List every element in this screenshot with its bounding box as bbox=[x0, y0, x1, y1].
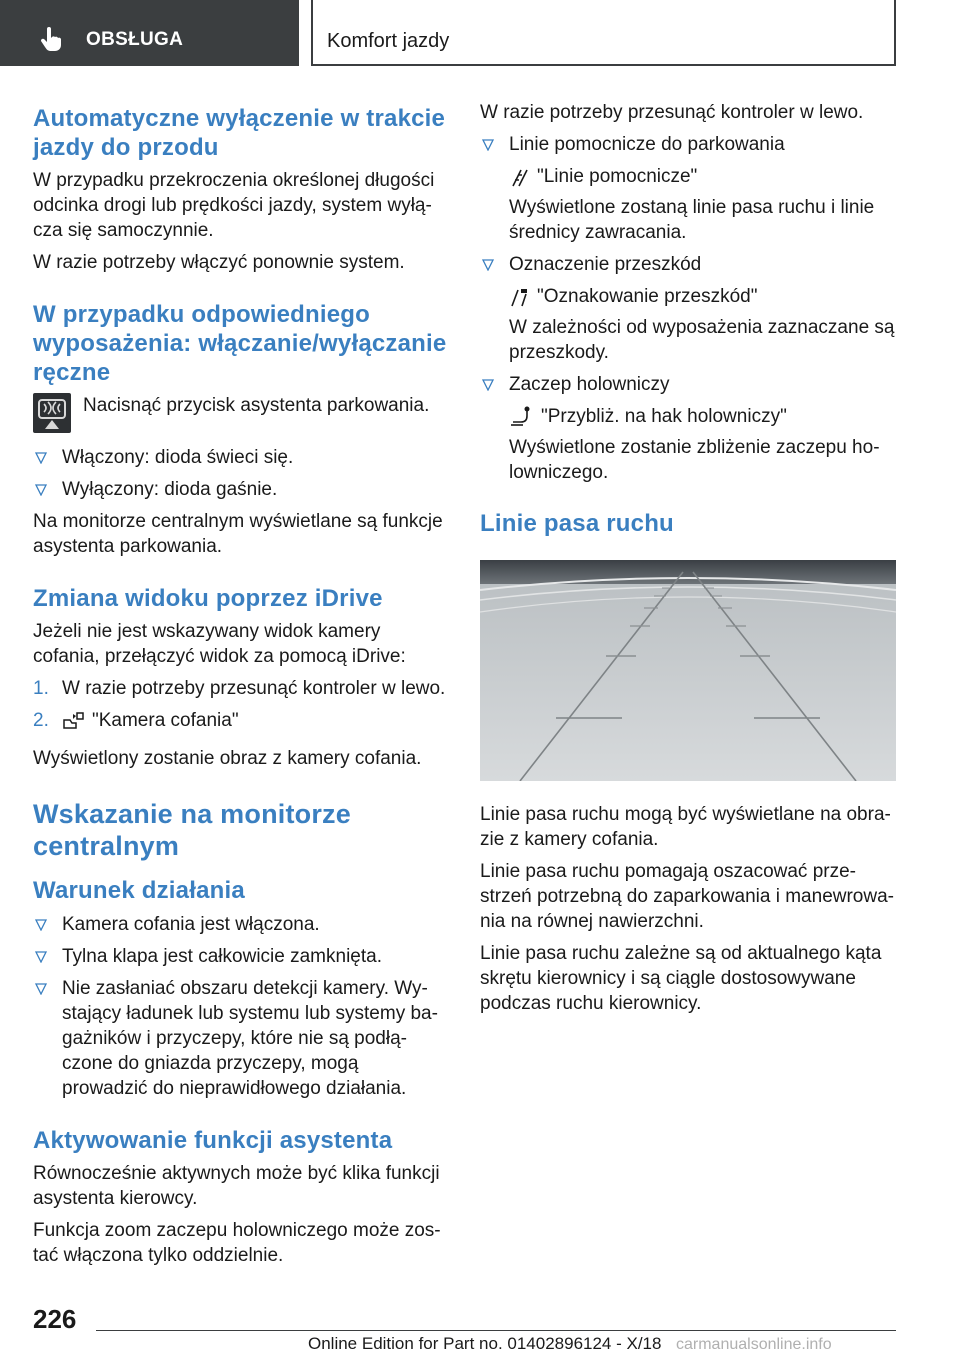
paragraph: Równocześnie aktywnych może być klika funkcji asystenta kierowcy. bbox=[33, 1162, 440, 1209]
step-text: "Kamera cofania" bbox=[92, 710, 239, 731]
rear-camera-icon bbox=[62, 710, 86, 732]
paragraph: W zależności od wyposażenia zaznaczane są przeszkody. bbox=[509, 317, 895, 363]
heading-change-view: Zmiana widoku poprzez iDrive bbox=[33, 585, 383, 612]
triangle-bullet-icon bbox=[482, 259, 494, 271]
heading-display: Wskazanie na monitorze centralnym bbox=[33, 798, 351, 861]
heading-auto-off: Automatyczne wyłączenie w trakcie jazdy do przodu bbox=[33, 105, 446, 161]
triangle-bullet-icon bbox=[482, 379, 494, 391]
edition-text: Online Edition for Part no. 01402896124 - X/18 bbox=[308, 1334, 662, 1353]
step-number: 2. bbox=[33, 710, 49, 731]
list-item-text: Oznaczenie przeszkód bbox=[509, 254, 702, 275]
list-item bbox=[33, 445, 448, 470]
page-footer bbox=[0, 1290, 960, 1362]
list-item bbox=[480, 132, 896, 157]
left-column bbox=[33, 100, 448, 1275]
list-item-text: Tylna klapa jest całkowicie zamknięta. bbox=[62, 945, 382, 967]
paragraph: Wyświetlone zostanie zbliżenie zaczepu ho-lowniczego. bbox=[509, 437, 880, 483]
list-item bbox=[33, 477, 448, 502]
menu-entry-text: "Linie pomocnicze" bbox=[537, 166, 698, 187]
park-assist-button-icon bbox=[33, 393, 71, 433]
menu-entry-text: "Oznakowanie przeszkód" bbox=[537, 286, 758, 307]
list-item-text: Zaczep holowniczy bbox=[509, 374, 670, 395]
obstacle-marking-icon bbox=[509, 286, 531, 308]
list-item bbox=[480, 372, 896, 397]
paragraph: Na monitorze centralnym wyświetlane są funkcje asystenta parkowania. bbox=[33, 511, 443, 557]
tow-hitch-icon bbox=[509, 406, 535, 428]
heading-manual: W przypadku odpowiedniego wyposażenia: włączanie/wyłączanie ręczne bbox=[33, 301, 447, 386]
footer-divider bbox=[96, 1330, 896, 1331]
menu-entry bbox=[480, 404, 896, 429]
triangle-bullet-icon bbox=[35, 484, 47, 496]
page-number: 226 bbox=[33, 1304, 77, 1334]
paragraph: Wyświetlone zostaną linie pasa ruchu i linie średnicy zawracania. bbox=[509, 197, 875, 243]
list-item bbox=[480, 252, 896, 277]
step-text: W razie potrzeby przesunąć kontroler w lewo. bbox=[62, 678, 446, 699]
step-item bbox=[33, 708, 448, 739]
section-tab bbox=[0, 0, 299, 66]
button-instruction bbox=[33, 393, 448, 433]
menu-entry-text: "Przybliż. na hak holowniczy" bbox=[541, 406, 787, 427]
triangle-bullet-icon bbox=[35, 983, 47, 995]
menu-entry bbox=[480, 164, 896, 189]
paragraph: W przypadku przekroczenia określonej długości odcinka drogi lub prędkości jazdy, system wyłą-cza się samoczynnie. bbox=[33, 170, 435, 241]
triangle-bullet-icon bbox=[35, 951, 47, 963]
list-item-text: Kamera cofania jest włączona. bbox=[62, 913, 320, 935]
list-item bbox=[33, 976, 448, 1101]
list-item bbox=[33, 944, 448, 969]
step-item bbox=[33, 676, 448, 701]
list-item-text: Linie pomocnicze do parkowania bbox=[509, 134, 785, 155]
list-item-text: Włączony: dioda świeci się. bbox=[62, 447, 294, 468]
hand-pointer-icon bbox=[38, 26, 64, 52]
paragraph: W razie potrzeby przesunąć kontroler w lewo. bbox=[480, 102, 864, 123]
triangle-bullet-icon bbox=[482, 139, 494, 151]
paragraph: Linie pasa ruchu mogą być wyświetlane na obra-zie z kamery cofania. bbox=[480, 804, 891, 850]
heading-activate: Aktywowanie funkcji asystenta bbox=[33, 1126, 393, 1154]
right-column bbox=[480, 100, 896, 1023]
paragraph: Nacisnąć przycisk asystenta parkowania. bbox=[83, 395, 430, 416]
triangle-bullet-icon bbox=[35, 919, 47, 931]
lane-lines-illustration bbox=[480, 560, 896, 781]
menu-entry bbox=[480, 284, 896, 309]
paragraph: W razie potrzeby włączyć ponownie system. bbox=[33, 252, 405, 273]
page-header bbox=[0, 0, 960, 66]
chapter-box bbox=[311, 0, 896, 66]
paragraph: Linie pasa ruchu zależne są od aktualnego kąta skrętu kierownicy i są ciągle dostosowywane podczas ruchu kierownicy. bbox=[480, 943, 882, 1014]
watermark: carmanualsonline.info bbox=[676, 1336, 832, 1353]
paragraph: Wyświetlony zostanie obraz z kamery cofania. bbox=[33, 747, 422, 769]
parking-lines-icon bbox=[509, 166, 531, 188]
list-item-text: Nie zasłaniać obszaru detekcji kamery. Wy-stający ładunek lub systemu lub systemy ba-gażników i przyczepy, które nie są podłą-czone do gniazda przyczepy, mogą prowadzić do nieprawidłowego działania. bbox=[62, 977, 438, 1099]
section-label: OBSŁUGA bbox=[86, 29, 184, 50]
paragraph: Jeżeli nie jest wskazywany widok kamery cofania, przełączyć widok za pomocą iDrive: bbox=[33, 621, 406, 667]
list-item bbox=[33, 912, 448, 937]
paragraph: Funkcja zoom zaczepu holowniczego może zos-tać włączona tylko oddzielnie. bbox=[33, 1219, 441, 1266]
triangle-bullet-icon bbox=[35, 452, 47, 464]
step-number: 1. bbox=[33, 678, 49, 699]
list-item-text: Wyłączony: dioda gaśnie. bbox=[62, 479, 278, 500]
heading-lanes: Linie pasa ruchu bbox=[480, 510, 674, 537]
heading-condition: Warunek działania bbox=[33, 876, 245, 904]
paragraph: Linie pasa ruchu pomagają oszacować prze-strzeń potrzebną do zaparkowania i manewrowa-nia na równej nawierzchni. bbox=[480, 861, 894, 932]
chapter-title: Komfort jazdy bbox=[327, 30, 450, 52]
